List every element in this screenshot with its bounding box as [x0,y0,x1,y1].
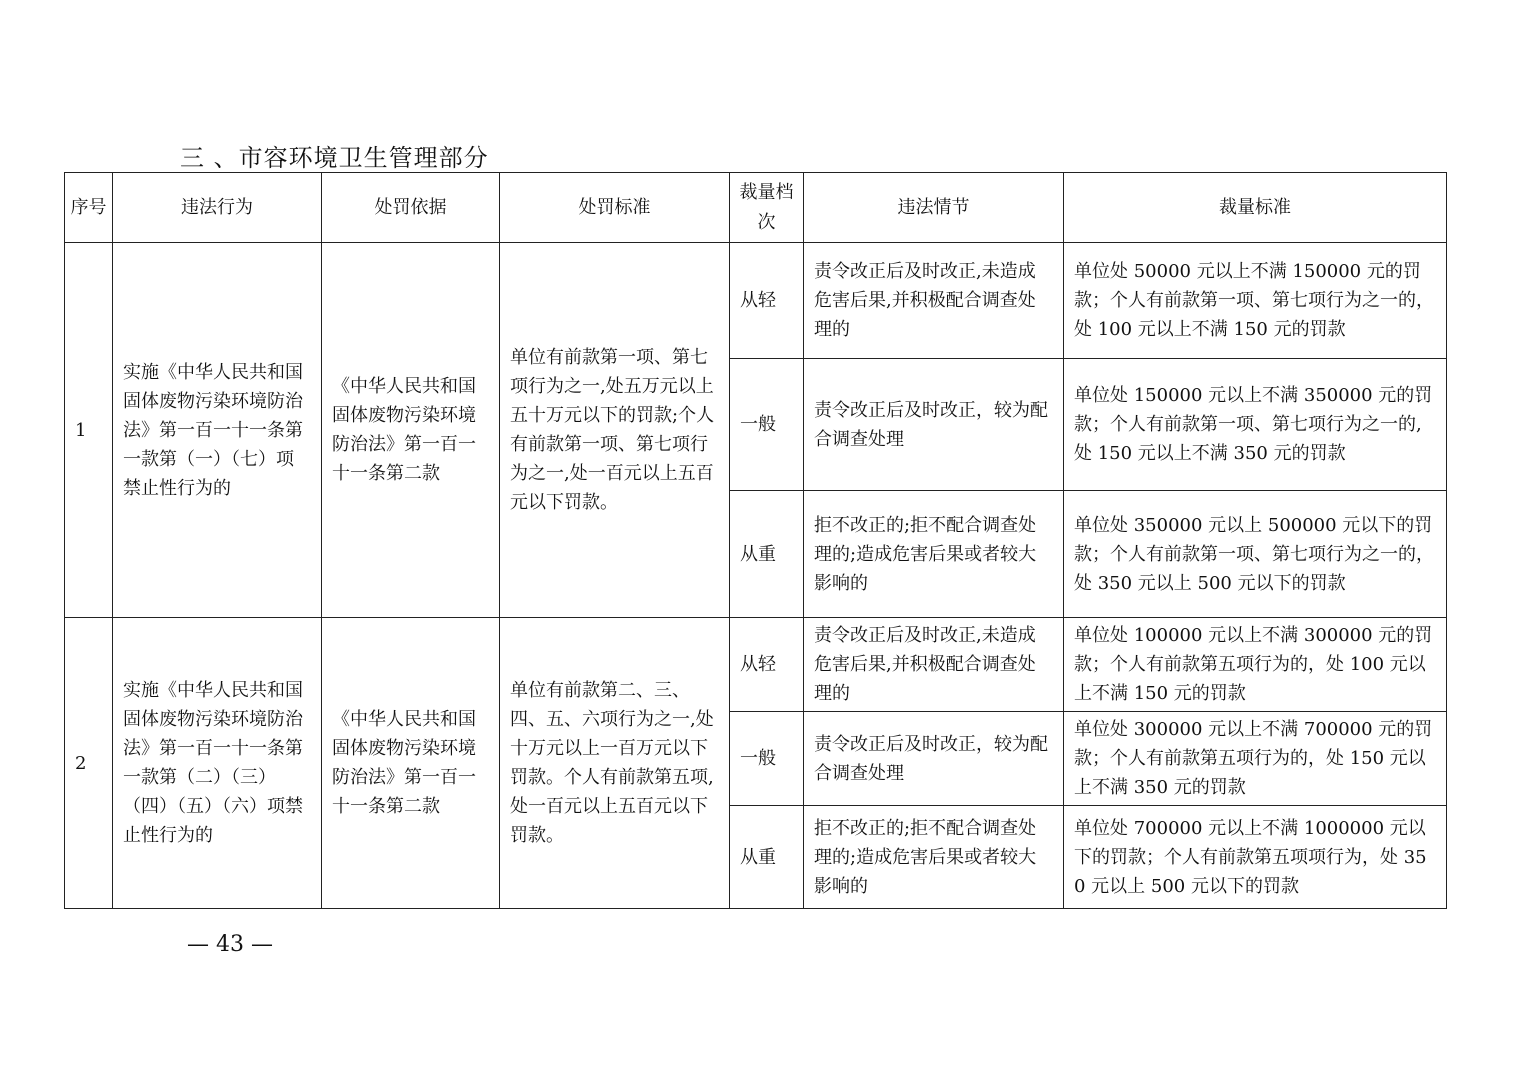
row-act: 实施《中华人民共和国固体废物污染环境防治法》第一百一十一条第一款第（一）（七）项禁止性行为的 [113,243,322,618]
row-discretion: 单位处 150000 元以上不满 350000 元的罚款；个人有前款第一项、第七项行为之一的,处 150 元以上不满 350 元的罚款 [1064,359,1447,491]
row-tier: 从轻 [730,243,804,359]
row-standard: 单位有前款第二、三、四、五、六项行为之一,处十万元以上一百万元以下罚款。个人有前款第五项,处一百元以上五百元以下罚款。 [500,618,730,909]
row-act: 实施《中华人民共和国固体废物污染环境防治法》第一百一十一条第一款第（二）（三）（四）（五）（六）项禁止性行为的 [113,618,322,909]
row-basis: 《中华人民共和国固体废物污染环境防治法》第一百一十一条第二款 [322,618,500,909]
table-header-row [65,173,1447,243]
row-discretion: 单位处 300000 元以上不满 700000 元的罚款；个人有前款第五项行为的，处 150 元以上不满 350 元的罚款 [1064,712,1447,806]
row-circumstance: 拒不改正的;拒不配合调查处理的;造成危害后果或者较大影响的 [804,491,1064,618]
row-seq: 2 [65,618,113,909]
row-circumstance: 拒不改正的;拒不配合调查处理的;造成危害后果或者较大影响的 [804,806,1064,909]
row-tier: 从重 [730,491,804,618]
row-circumstance: 责令改正后及时改正,未造成危害后果,并积极配合调查处理的 [804,243,1064,359]
row-tier: 从轻 [730,618,804,712]
row-tier: 一般 [730,359,804,491]
page-number: — 43 — [187,932,273,957]
header-tier: 裁量档次 [730,173,804,243]
header-seq: 序号 [65,173,113,243]
row-tier: 从重 [730,806,804,909]
row-discretion: 单位处 700000 元以上不满 1000000 元以下的罚款；个人有前款第五项项行为，处 350 元以上 500 元以下的罚款 [1064,806,1447,909]
row-basis: 《中华人民共和国固体废物污染环境防治法》第一百一十一条第二款 [322,243,500,618]
header-circumstance: 违法情节 [804,173,1064,243]
table-row [65,243,1447,359]
row-tier: 一般 [730,712,804,806]
penalty-table [64,172,1447,909]
header-act: 违法行为 [113,173,322,243]
header-discretion: 裁量标准 [1064,173,1447,243]
table-row [65,618,1447,712]
header-basis: 处罚依据 [322,173,500,243]
row-discretion: 单位处 50000 元以上不满 150000 元的罚款；个人有前款第一项、第七项行为之一的，处 100 元以上不满 150 元的罚款 [1064,243,1447,359]
row-discretion: 单位处 350000 元以上 500000 元以下的罚款；个人有前款第一项、第七项行为之一的，处 350 元以上 500 元以下的罚款 [1064,491,1447,618]
row-discretion: 单位处 100000 元以上不满 300000 元的罚款；个人有前款第五项行为的，处 100 元以上不满 150 元的罚款 [1064,618,1447,712]
row-seq: 1 [65,243,113,618]
row-circumstance: 责令改正后及时改正,未造成危害后果,并积极配合调查处理的 [804,618,1064,712]
row-standard: 单位有前款第一项、第七项行为之一,处五万元以上五十万元以下的罚款;个人有前款第一项、第七项行为之一,处一百元以上五百元以下罚款。 [500,243,730,618]
header-standard: 处罚标准 [500,173,730,243]
row-circumstance: 责令改正后及时改正，较为配合调查处理 [804,712,1064,806]
row-circumstance: 责令改正后及时改正，较为配合调查处理 [804,359,1064,491]
section-title: 三 、市容环境卫生管理部分 [180,144,489,172]
